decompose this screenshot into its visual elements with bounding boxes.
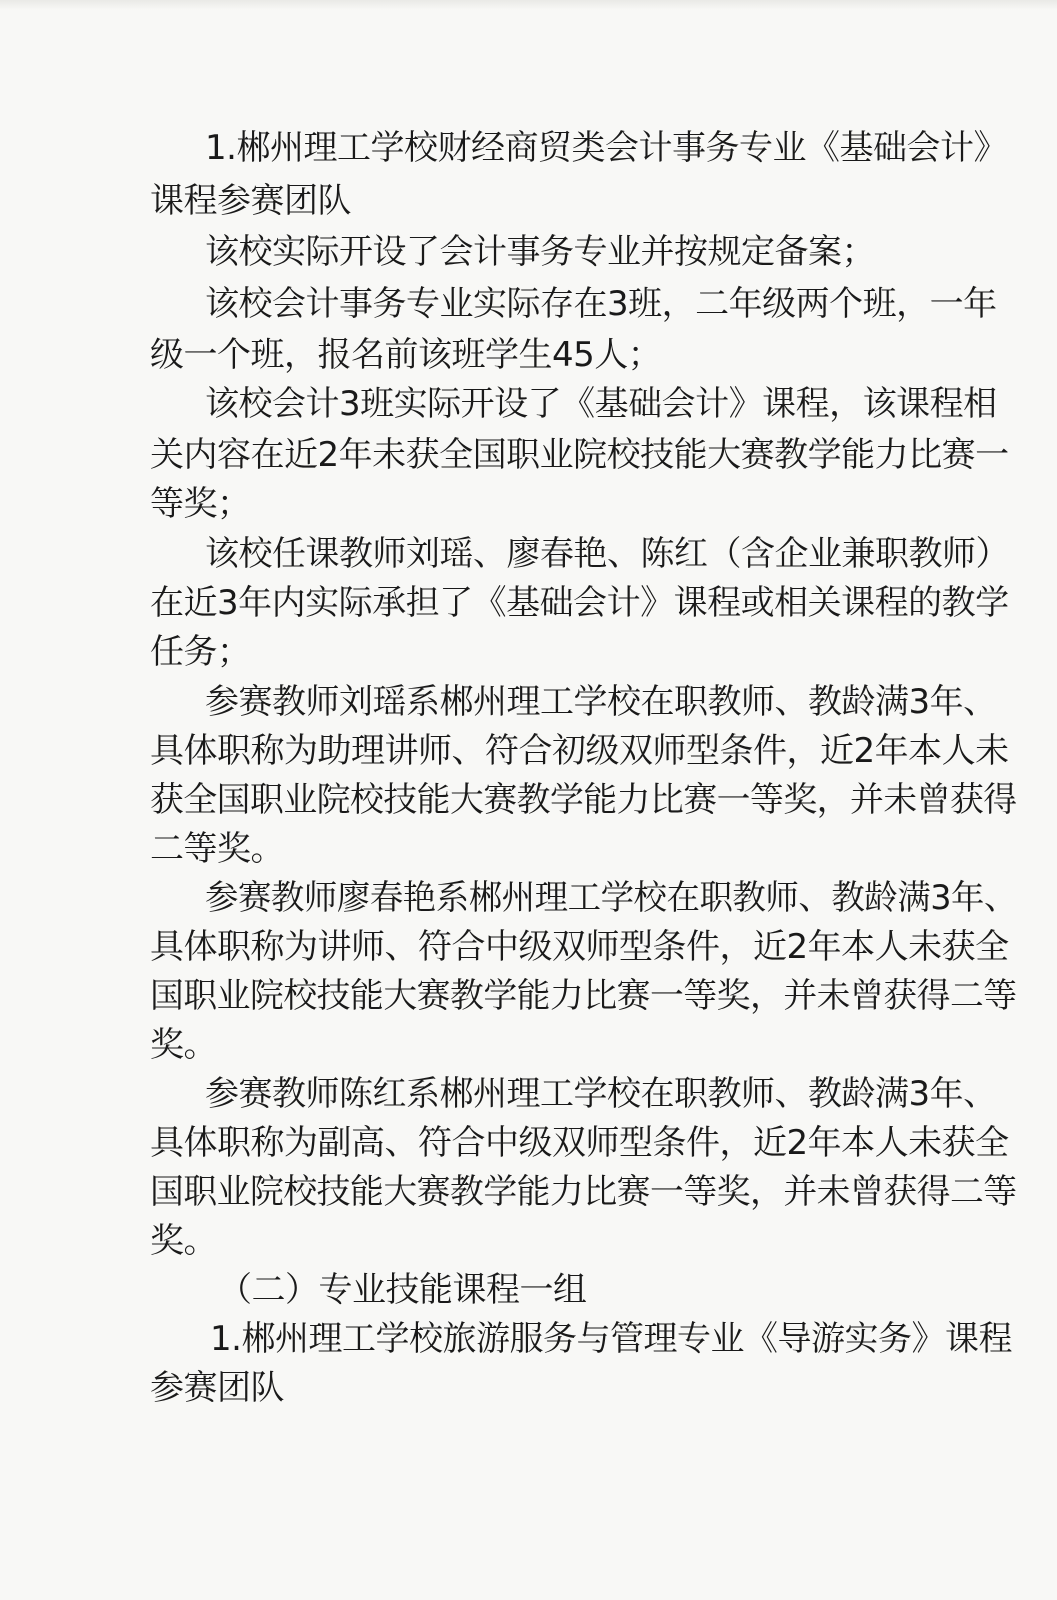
subsection-heading-line-2: 参赛团队 xyxy=(150,1368,284,1408)
paragraph-line: 奖。 xyxy=(150,1221,217,1261)
paragraph-line: 该校实际开设了会计事务专业并按规定备案； xyxy=(205,232,875,272)
paragraph-line: 具体职称为副高、符合中级双师型条件，近2年本人未获全 xyxy=(150,1123,1009,1163)
paragraph-line: 关内容在近2年未获全国职业院校技能大赛教学能力比赛一 xyxy=(150,435,1009,475)
paragraph-line: 具体职称为助理讲师、符合初级双师型条件，近2年本人未 xyxy=(150,731,1009,771)
section-1-heading-line-1: 1.郴州理工学校财经商贸类会计事务专业《基础会计》 xyxy=(205,128,1007,168)
paragraph-line: 该校任课教师刘瑶、廖春艳、陈红（含企业兼职教师） xyxy=(205,534,1009,574)
paragraph-line: 在近3年内实际承担了《基础会计》课程或相关课程的教学 xyxy=(150,583,1009,623)
paragraph-line: 获全国职业院校技能大赛教学能力比赛一等奖，并未曾获得 xyxy=(150,780,1017,820)
section-1-heading-line-2: 课程参赛团队 xyxy=(150,181,351,221)
scan-edge-shadow xyxy=(0,0,1057,10)
paragraph-line: 任务； xyxy=(150,632,251,672)
paragraph-line: 等奖； xyxy=(150,484,251,524)
paragraph-line: 参赛教师陈红系郴州理工学校在职教师、教龄满3年、 xyxy=(205,1074,997,1114)
paragraph-line: 参赛教师刘瑶系郴州理工学校在职教师、教龄满3年、 xyxy=(205,682,997,722)
section-2-heading: （二）专业技能课程一组 xyxy=(218,1270,587,1310)
paragraph-line: 二等奖。 xyxy=(150,829,284,869)
subsection-heading-line-1: 1.郴州理工学校旅游服务与管理专业《导游实务》课程 xyxy=(210,1319,1012,1359)
paragraph-line: 奖。 xyxy=(150,1025,217,1065)
paragraph-line: 国职业院校技能大赛教学能力比赛一等奖，并未曾获得二等 xyxy=(150,1172,1017,1212)
paragraph-line: 该校会计3班实际开设了《基础会计》课程，该课程相 xyxy=(205,384,997,424)
paragraph-line: 参赛教师廖春艳系郴州理工学校在职教师、教龄满3年、 xyxy=(205,878,1017,918)
paragraph-line: 级一个班，报名前该班学生45人； xyxy=(150,335,662,375)
paragraph-line: 该校会计事务专业实际存在3班，二年级两个班，一年 xyxy=(205,284,997,324)
paragraph-line: 具体职称为讲师、符合中级双师型条件，近2年本人未获全 xyxy=(150,927,1009,967)
paragraph-line: 国职业院校技能大赛教学能力比赛一等奖，并未曾获得二等 xyxy=(150,976,1017,1016)
